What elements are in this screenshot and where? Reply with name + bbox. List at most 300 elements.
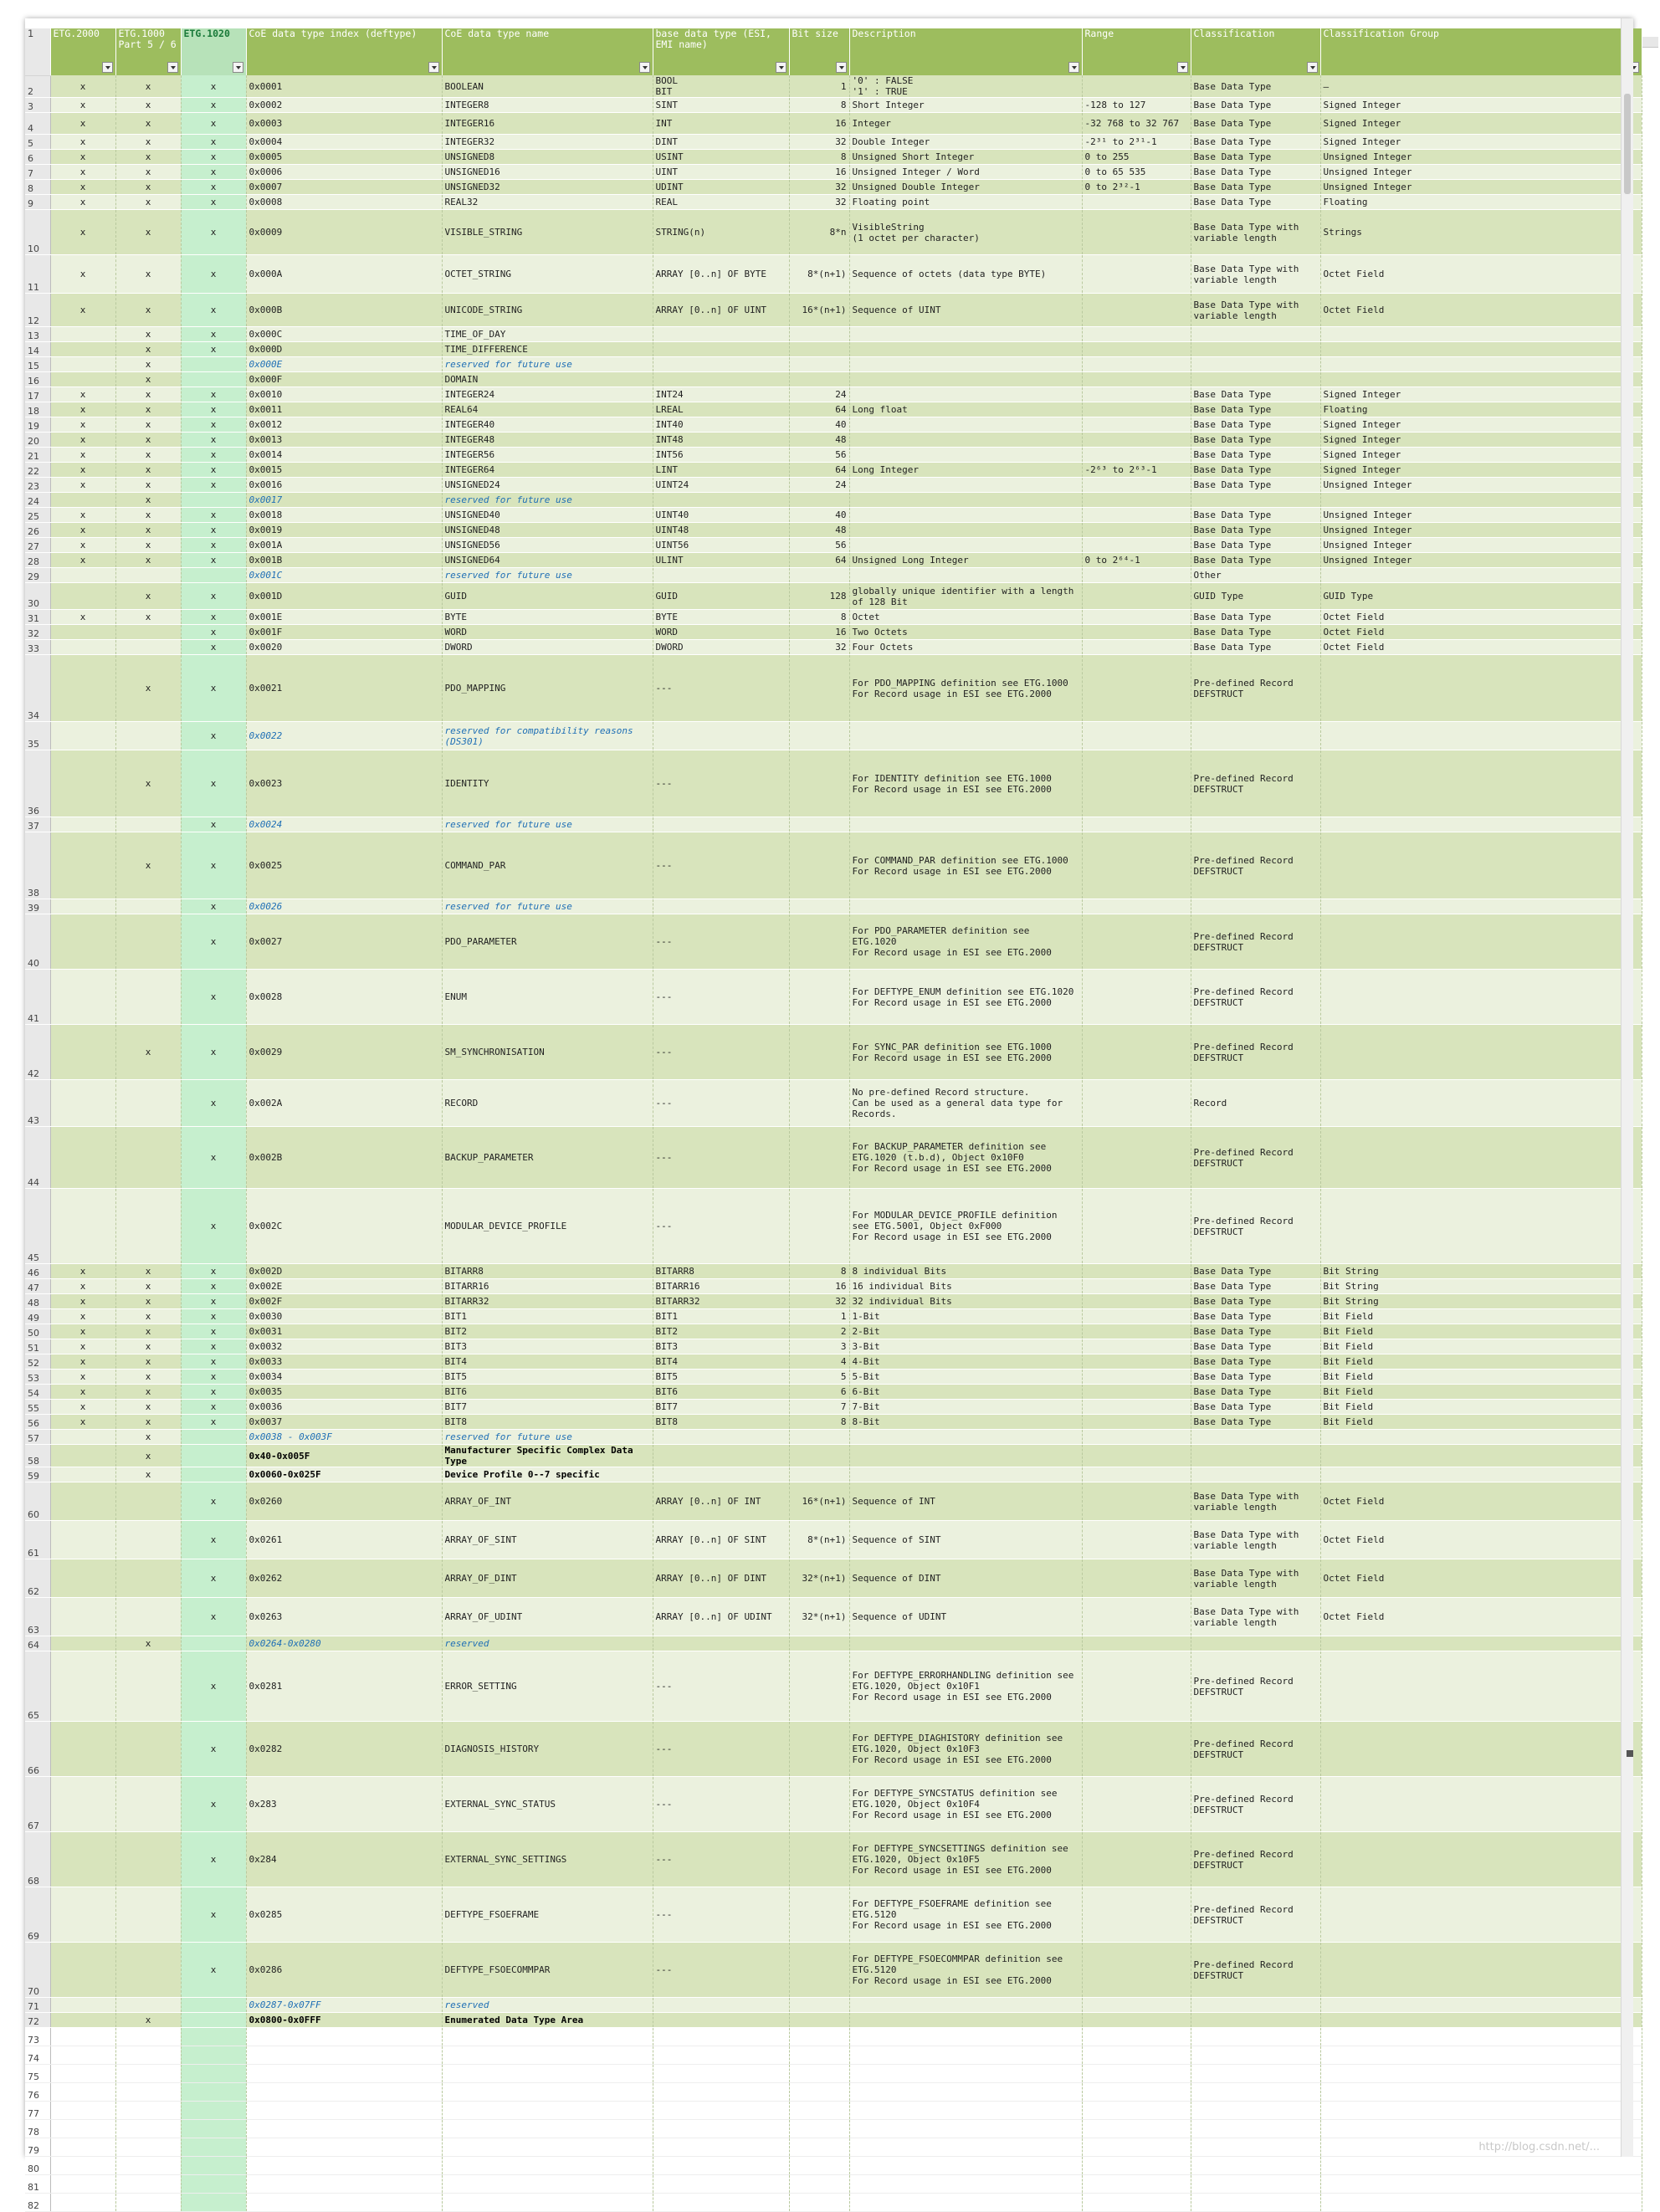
cell-etg1020[interactable] [181, 1467, 246, 1482]
cell-name[interactable]: DEFTYPE_FSOEFRAME [442, 1887, 653, 1943]
cell-etg1000[interactable]: x [115, 1400, 181, 1415]
cell-etg2000[interactable] [50, 1832, 115, 1887]
empty-cell[interactable] [1320, 2028, 1642, 2046]
row-header[interactable]: 76 [25, 2083, 50, 2102]
cell-classification[interactable]: Base Data Type [1191, 508, 1320, 523]
empty-cell[interactable] [653, 2157, 789, 2175]
cell-classification[interactable] [1191, 342, 1320, 357]
empty-cell[interactable] [442, 2120, 653, 2138]
cell-index[interactable]: 0x000E [246, 357, 442, 372]
cell-description[interactable]: For DEFTYPE_DIAGHISTORY definition see ETG.1020, Object 0x10F3 For Record usage in ESI see ETG.2000 [849, 1722, 1082, 1777]
cell-index[interactable]: 0x0038 - 0x003F [246, 1430, 442, 1445]
cell-range[interactable] [1082, 750, 1191, 817]
cell-group[interactable]: Signed Integer [1320, 463, 1642, 478]
cell-bits[interactable]: 1 [789, 1309, 849, 1324]
cell-index[interactable]: 0x0014 [246, 448, 442, 463]
cell-classification[interactable] [1191, 1445, 1320, 1467]
row-header[interactable]: 2 [25, 75, 50, 98]
cell-etg2000[interactable]: x [50, 1324, 115, 1339]
cell-etg1020[interactable] [181, 1445, 246, 1467]
cell-etg1000[interactable]: x [115, 1025, 181, 1080]
cell-name[interactable]: reserved for future use [442, 493, 653, 508]
cell-group[interactable] [1320, 372, 1642, 387]
cell-classification[interactable]: Base Data Type [1191, 553, 1320, 568]
cell-etg1000[interactable]: x [115, 1370, 181, 1385]
cell-index[interactable]: 0x000D [246, 342, 442, 357]
cell-bits[interactable]: 16*(n+1) [789, 1482, 849, 1521]
cell-bits[interactable] [789, 1467, 849, 1482]
cell-group[interactable] [1320, 1445, 1642, 1467]
cell-range[interactable]: -2³¹ to 2³¹-1 [1082, 135, 1191, 150]
cell-base[interactable]: BOOL BIT [653, 75, 789, 98]
cell-etg2000[interactable]: x [50, 1415, 115, 1430]
empty-cell[interactable] [849, 2175, 1082, 2194]
row-header[interactable]: 67 [25, 1777, 50, 1832]
cell-base[interactable]: --- [653, 750, 789, 817]
cell-bits[interactable]: 64 [789, 463, 849, 478]
cell-bits[interactable]: 40 [789, 417, 849, 433]
cell-etg1020[interactable]: x [181, 1264, 246, 1279]
cell-etg1020[interactable]: x [181, 610, 246, 625]
cell-base[interactable]: --- [653, 1722, 789, 1777]
cell-base[interactable] [653, 899, 789, 914]
cell-etg1000[interactable] [115, 1722, 181, 1777]
cell-base[interactable] [653, 1998, 789, 2013]
empty-cell[interactable] [115, 2175, 181, 2194]
row-header[interactable]: 43 [25, 1080, 50, 1127]
cell-etg1000[interactable] [115, 1998, 181, 2013]
cell-description[interactable]: For PDO_PARAMETER definition see ETG.1020 For Record usage in ESI see ETG.2000 [849, 914, 1082, 970]
cell-bits[interactable]: 32 [789, 135, 849, 150]
cell-etg1000[interactable] [115, 817, 181, 832]
cell-etg2000[interactable] [50, 914, 115, 970]
cell-etg2000[interactable]: x [50, 1279, 115, 1294]
cell-base[interactable]: --- [653, 1777, 789, 1832]
cell-classification[interactable]: Base Data Type [1191, 1264, 1320, 1279]
empty-cell[interactable] [1320, 2157, 1642, 2175]
cell-index[interactable]: 0x0020 [246, 640, 442, 655]
cell-etg1020[interactable]: x [181, 463, 246, 478]
cell-etg1000[interactable] [115, 1651, 181, 1722]
row-header[interactable]: 16 [25, 372, 50, 387]
cell-name[interactable]: INTEGER64 [442, 463, 653, 478]
empty-cell[interactable] [246, 2028, 442, 2046]
cell-etg1000[interactable]: x [115, 342, 181, 357]
cell-description[interactable]: For COMMAND_PAR definition see ETG.1000 For Record usage in ESI see ETG.2000 [849, 832, 1082, 899]
cell-description[interactable]: Long Integer [849, 463, 1082, 478]
row-header[interactable]: 72 [25, 2013, 50, 2028]
cell-etg1000[interactable] [115, 1189, 181, 1264]
cell-etg2000[interactable] [50, 625, 115, 640]
cell-etg1000[interactable]: x [115, 1430, 181, 1445]
cell-name[interactable]: Enumerated Data Type Area [442, 2013, 653, 2028]
cell-group[interactable]: Bit Field [1320, 1309, 1642, 1324]
cell-index[interactable]: 0x0264-0x0280 [246, 1636, 442, 1651]
cell-name[interactable]: UNICODE_STRING [442, 294, 653, 327]
cell-name[interactable]: reserved for future use [442, 817, 653, 832]
cell-classification[interactable]: Base Data Type with variable length [1191, 255, 1320, 294]
cell-etg1000[interactable]: x [115, 478, 181, 493]
cell-bits[interactable]: 24 [789, 478, 849, 493]
row-header[interactable]: 45 [25, 1189, 50, 1264]
cell-index[interactable]: 0x284 [246, 1832, 442, 1887]
cell-etg2000[interactable] [50, 357, 115, 372]
cell-etg1000[interactable]: x [115, 655, 181, 722]
cell-group[interactable]: Bit Field [1320, 1354, 1642, 1370]
cell-description[interactable] [849, 357, 1082, 372]
cell-name[interactable]: reserved [442, 1998, 653, 2013]
cell-classification[interactable]: Record [1191, 1080, 1320, 1127]
row-header[interactable]: 63 [25, 1598, 50, 1636]
cell-index[interactable]: 0x0015 [246, 463, 442, 478]
cell-classification[interactable]: Base Data Type [1191, 113, 1320, 135]
empty-cell[interactable] [1320, 2194, 1642, 2212]
cell-bits[interactable]: 64 [789, 402, 849, 417]
cell-range[interactable] [1082, 1832, 1191, 1887]
cell-etg2000[interactable] [50, 493, 115, 508]
empty-cell[interactable] [1082, 2194, 1191, 2212]
cell-index[interactable]: 0x0034 [246, 1370, 442, 1385]
cell-etg1020[interactable]: x [181, 150, 246, 165]
cell-group[interactable] [1320, 1777, 1642, 1832]
cell-description[interactable]: Sequence of octets (data type BYTE) [849, 255, 1082, 294]
row-header[interactable]: 66 [25, 1722, 50, 1777]
cell-range[interactable] [1082, 1400, 1191, 1415]
cell-etg1000[interactable]: x [115, 832, 181, 899]
cell-bits[interactable]: 1 [789, 75, 849, 98]
cell-base[interactable]: --- [653, 655, 789, 722]
cell-base[interactable]: BYTE [653, 610, 789, 625]
cell-index[interactable]: 0x002F [246, 1294, 442, 1309]
cell-group[interactable]: GUID Type [1320, 583, 1642, 610]
row-header[interactable]: 78 [25, 2120, 50, 2138]
cell-group[interactable]: Unsigned Integer [1320, 150, 1642, 165]
empty-cell[interactable] [1082, 2138, 1191, 2157]
empty-cell[interactable] [181, 2120, 246, 2138]
empty-cell[interactable] [442, 2065, 653, 2083]
empty-cell[interactable] [246, 2046, 442, 2065]
empty-cell[interactable] [50, 2046, 115, 2065]
cell-classification[interactable]: Base Data Type [1191, 448, 1320, 463]
cell-etg1000[interactable]: x [115, 180, 181, 195]
cell-base[interactable]: BITARR32 [653, 1294, 789, 1309]
row-header[interactable]: 36 [25, 750, 50, 817]
row-header[interactable]: 10 [25, 210, 50, 255]
row-header[interactable]: 30 [25, 583, 50, 610]
cell-etg1020[interactable]: x [181, 970, 246, 1025]
cell-group[interactable]: Octet Field [1320, 625, 1642, 640]
cell-description[interactable]: For DEFTYPE_ENUM definition see ETG.1020 For Record usage in ESI see ETG.2000 [849, 970, 1082, 1025]
cell-description[interactable]: Two Octets [849, 625, 1082, 640]
cell-classification[interactable]: Pre-defined Record DEFSTRUCT [1191, 1832, 1320, 1887]
cell-classification[interactable]: Pre-defined Record DEFSTRUCT [1191, 1651, 1320, 1722]
cell-etg1000[interactable] [115, 914, 181, 970]
cell-name[interactable]: BIT3 [442, 1339, 653, 1354]
cell-etg1020[interactable]: x [181, 1400, 246, 1415]
cell-range[interactable] [1082, 255, 1191, 294]
cell-range[interactable] [1082, 1651, 1191, 1722]
cell-bits[interactable]: 8 [789, 610, 849, 625]
cell-etg1000[interactable] [115, 1521, 181, 1559]
row-header[interactable]: 26 [25, 523, 50, 538]
cell-etg2000[interactable] [50, 640, 115, 655]
cell-bits[interactable]: 48 [789, 523, 849, 538]
cell-index[interactable]: 0x002D [246, 1264, 442, 1279]
cell-base[interactable] [653, 1467, 789, 1482]
row-header[interactable]: 62 [25, 1559, 50, 1598]
empty-cell[interactable] [115, 2028, 181, 2046]
cell-group[interactable] [1320, 722, 1642, 750]
cell-base[interactable]: BIT5 [653, 1370, 789, 1385]
cell-description[interactable]: Four Octets [849, 640, 1082, 655]
cell-etg2000[interactable]: x [50, 1385, 115, 1400]
row-header[interactable]: 25 [25, 508, 50, 523]
empty-cell[interactable] [1191, 2028, 1320, 2046]
empty-cell[interactable] [50, 2028, 115, 2046]
cell-name[interactable]: INTEGER48 [442, 433, 653, 448]
cell-name[interactable]: GUID [442, 583, 653, 610]
empty-cell[interactable] [115, 2138, 181, 2157]
cell-index[interactable]: 0x0018 [246, 508, 442, 523]
cell-base[interactable]: BIT7 [653, 1400, 789, 1415]
cell-group[interactable] [1320, 2013, 1642, 2028]
row-header[interactable]: 75 [25, 2065, 50, 2083]
cell-etg1000[interactable]: x [115, 463, 181, 478]
cell-range[interactable] [1082, 433, 1191, 448]
cell-etg2000[interactable]: x [50, 433, 115, 448]
cell-classification[interactable]: GUID Type [1191, 583, 1320, 610]
cell-base[interactable]: LREAL [653, 402, 789, 417]
cell-classification[interactable] [1191, 1636, 1320, 1651]
cell-etg2000[interactable] [50, 1025, 115, 1080]
cell-etg1020[interactable]: x [181, 655, 246, 722]
row-header[interactable]: 27 [25, 538, 50, 553]
row-header[interactable]: 18 [25, 402, 50, 417]
cell-etg2000[interactable]: x [50, 1264, 115, 1279]
cell-range[interactable] [1082, 2013, 1191, 2028]
cell-etg1000[interactable]: x [115, 1445, 181, 1467]
empty-cell[interactable] [1320, 2120, 1642, 2138]
cell-etg1020[interactable]: x [181, 1521, 246, 1559]
cell-etg1000[interactable]: x [115, 255, 181, 294]
cell-description[interactable]: For DEFTYPE_FSOEFRAME definition see ETG.5120 For Record usage in ESI see ETG.2000 [849, 1887, 1082, 1943]
column-header-bits[interactable]: Bit size [789, 28, 849, 75]
cell-range[interactable] [1082, 1445, 1191, 1467]
cell-classification[interactable]: Base Data Type [1191, 1324, 1320, 1339]
empty-cell[interactable] [1191, 2102, 1320, 2120]
cell-etg1000[interactable] [115, 1080, 181, 1127]
empty-cell[interactable] [789, 2065, 849, 2083]
cell-etg1020[interactable]: x [181, 165, 246, 180]
cell-etg1020[interactable]: x [181, 1598, 246, 1636]
cell-range[interactable] [1082, 538, 1191, 553]
empty-cell[interactable] [246, 2083, 442, 2102]
cell-bits[interactable]: 32*(n+1) [789, 1559, 849, 1598]
cell-bits[interactable] [789, 327, 849, 342]
cell-base[interactable]: INT48 [653, 433, 789, 448]
empty-cell[interactable] [115, 2157, 181, 2175]
cell-etg1000[interactable]: x [115, 1264, 181, 1279]
cell-index[interactable]: 0x0016 [246, 478, 442, 493]
cell-etg1000[interactable]: x [115, 113, 181, 135]
empty-cell[interactable] [246, 2102, 442, 2120]
cell-etg1020[interactable]: x [181, 255, 246, 294]
row-header[interactable]: 8 [25, 180, 50, 195]
cell-etg1000[interactable] [115, 899, 181, 914]
cell-etg1020[interactable]: x [181, 1651, 246, 1722]
cell-index[interactable]: 0x0060-0x025F [246, 1467, 442, 1482]
cell-range[interactable] [1082, 1636, 1191, 1651]
row-header[interactable]: 64 [25, 1636, 50, 1651]
empty-cell[interactable] [653, 2065, 789, 2083]
cell-range[interactable] [1082, 817, 1191, 832]
cell-range[interactable]: -32 768 to 32 767 [1082, 113, 1191, 135]
cell-base[interactable]: INT56 [653, 448, 789, 463]
cell-name[interactable]: PDO_PARAMETER [442, 914, 653, 970]
cell-range[interactable] [1082, 1598, 1191, 1636]
cell-description[interactable]: For SYNC_PAR definition see ETG.1000 For Record usage in ESI see ETG.2000 [849, 1025, 1082, 1080]
cell-index[interactable]: 0x0021 [246, 655, 442, 722]
row-header[interactable]: 15 [25, 357, 50, 372]
cell-bits[interactable]: 8 [789, 1415, 849, 1430]
empty-cell[interactable] [115, 2083, 181, 2102]
cell-name[interactable]: UNSIGNED48 [442, 523, 653, 538]
cell-etg1000[interactable] [115, 1887, 181, 1943]
cell-index[interactable]: 0x0282 [246, 1722, 442, 1777]
row-header[interactable]: 57 [25, 1430, 50, 1445]
cell-etg1000[interactable]: x [115, 294, 181, 327]
cell-description[interactable]: Sequence of DINT [849, 1559, 1082, 1598]
cell-etg1020[interactable]: x [181, 1887, 246, 1943]
cell-etg2000[interactable]: x [50, 448, 115, 463]
cell-range[interactable] [1082, 1722, 1191, 1777]
cell-range[interactable]: -2⁶³ to 2⁶³-1 [1082, 463, 1191, 478]
cell-classification[interactable]: Base Data Type [1191, 478, 1320, 493]
cell-classification[interactable]: Base Data Type with variable length [1191, 1559, 1320, 1598]
cell-etg2000[interactable] [50, 722, 115, 750]
cell-description[interactable]: For BACKUP_PARAMETER definition see ETG.1020 (t.b.d), Object 0x10F0 For Record usage in ESI see ETG.2000 [849, 1127, 1082, 1189]
cell-index[interactable]: 0x0023 [246, 750, 442, 817]
cell-index[interactable]: 0x000F [246, 372, 442, 387]
cell-etg2000[interactable]: x [50, 165, 115, 180]
cell-index[interactable]: 0x0002 [246, 98, 442, 113]
cell-etg2000[interactable] [50, 372, 115, 387]
row-header[interactable]: 68 [25, 1832, 50, 1887]
row-header[interactable]: 19 [25, 417, 50, 433]
cell-base[interactable]: --- [653, 1127, 789, 1189]
cell-name[interactable]: COMMAND_PAR [442, 832, 653, 899]
empty-cell[interactable] [653, 2175, 789, 2194]
cell-name[interactable]: BIT5 [442, 1370, 653, 1385]
cell-etg2000[interactable]: x [50, 417, 115, 433]
cell-index[interactable]: 0x0030 [246, 1309, 442, 1324]
cell-etg2000[interactable] [50, 342, 115, 357]
cell-bits[interactable] [789, 357, 849, 372]
cell-etg1000[interactable]: x [115, 553, 181, 568]
filter-dropdown-icon[interactable] [167, 62, 178, 73]
cell-group[interactable]: Bit Field [1320, 1400, 1642, 1415]
empty-cell[interactable] [1320, 2175, 1642, 2194]
cell-group[interactable]: Floating [1320, 195, 1642, 210]
cell-name[interactable]: TIME_OF_DAY [442, 327, 653, 342]
cell-base[interactable]: --- [653, 1080, 789, 1127]
cell-etg1000[interactable]: x [115, 1467, 181, 1482]
cell-group[interactable]: Unsigned Integer [1320, 180, 1642, 195]
cell-classification[interactable] [1191, 327, 1320, 342]
empty-cell[interactable] [1082, 2157, 1191, 2175]
cell-etg2000[interactable] [50, 1598, 115, 1636]
cell-group[interactable] [1320, 1430, 1642, 1445]
row-header[interactable]: 33 [25, 640, 50, 655]
cell-range[interactable] [1082, 722, 1191, 750]
cell-bits[interactable] [789, 899, 849, 914]
filter-dropdown-icon[interactable] [233, 62, 243, 73]
empty-cell[interactable] [50, 2083, 115, 2102]
cell-bits[interactable]: 16 [789, 113, 849, 135]
cell-range[interactable] [1082, 1279, 1191, 1294]
cell-base[interactable]: UINT56 [653, 538, 789, 553]
cell-bits[interactable] [789, 1025, 849, 1080]
cell-range[interactable] [1082, 1025, 1191, 1080]
cell-etg1020[interactable] [181, 493, 246, 508]
cell-group[interactable] [1320, 1636, 1642, 1651]
cell-description[interactable]: VisibleString (1 octet per character) [849, 210, 1082, 255]
cell-index[interactable]: 0x0287-0x07FF [246, 1998, 442, 2013]
cell-description[interactable]: Short Integer [849, 98, 1082, 113]
empty-cell[interactable] [50, 2065, 115, 2083]
cell-base[interactable]: --- [653, 1887, 789, 1943]
cell-classification[interactable]: Base Data Type [1191, 1385, 1320, 1400]
row-header[interactable]: 37 [25, 817, 50, 832]
cell-group[interactable] [1320, 357, 1642, 372]
cell-etg1020[interactable]: x [181, 387, 246, 402]
cell-etg1000[interactable] [115, 1777, 181, 1832]
cell-base[interactable]: ARRAY [0..n] OF BYTE [653, 255, 789, 294]
cell-bits[interactable]: 128 [789, 583, 849, 610]
cell-bits[interactable]: 2 [789, 1324, 849, 1339]
cell-description[interactable] [849, 448, 1082, 463]
cell-name[interactable]: INTEGER8 [442, 98, 653, 113]
empty-cell[interactable] [246, 2175, 442, 2194]
cell-etg1000[interactable]: x [115, 372, 181, 387]
row-header[interactable]: 5 [25, 135, 50, 150]
cell-name[interactable]: INTEGER56 [442, 448, 653, 463]
cell-etg1020[interactable]: x [181, 1415, 246, 1430]
cell-index[interactable]: 0x0006 [246, 165, 442, 180]
empty-cell[interactable] [181, 2175, 246, 2194]
cell-description[interactable]: Sequence of UDINT [849, 1598, 1082, 1636]
cell-range[interactable] [1082, 1264, 1191, 1279]
filter-dropdown-icon[interactable] [102, 62, 113, 73]
cell-name[interactable]: UNSIGNED24 [442, 478, 653, 493]
cell-group[interactable]: Unsigned Integer [1320, 508, 1642, 523]
row-header[interactable]: 29 [25, 568, 50, 583]
cell-etg1000[interactable]: x [115, 402, 181, 417]
cell-etg1020[interactable]: x [181, 832, 246, 899]
cell-etg2000[interactable]: x [50, 1400, 115, 1415]
row-header[interactable]: 11 [25, 255, 50, 294]
empty-cell[interactable] [653, 2046, 789, 2065]
cell-range[interactable] [1082, 610, 1191, 625]
cell-bits[interactable]: 6 [789, 1385, 849, 1400]
cell-etg1020[interactable]: x [181, 625, 246, 640]
cell-group[interactable] [1320, 1943, 1642, 1998]
filter-dropdown-icon[interactable] [1177, 62, 1188, 73]
cell-group[interactable] [1320, 1651, 1642, 1722]
empty-cell[interactable] [181, 2157, 246, 2175]
empty-cell[interactable] [789, 2028, 849, 2046]
cell-etg1020[interactable]: x [181, 722, 246, 750]
